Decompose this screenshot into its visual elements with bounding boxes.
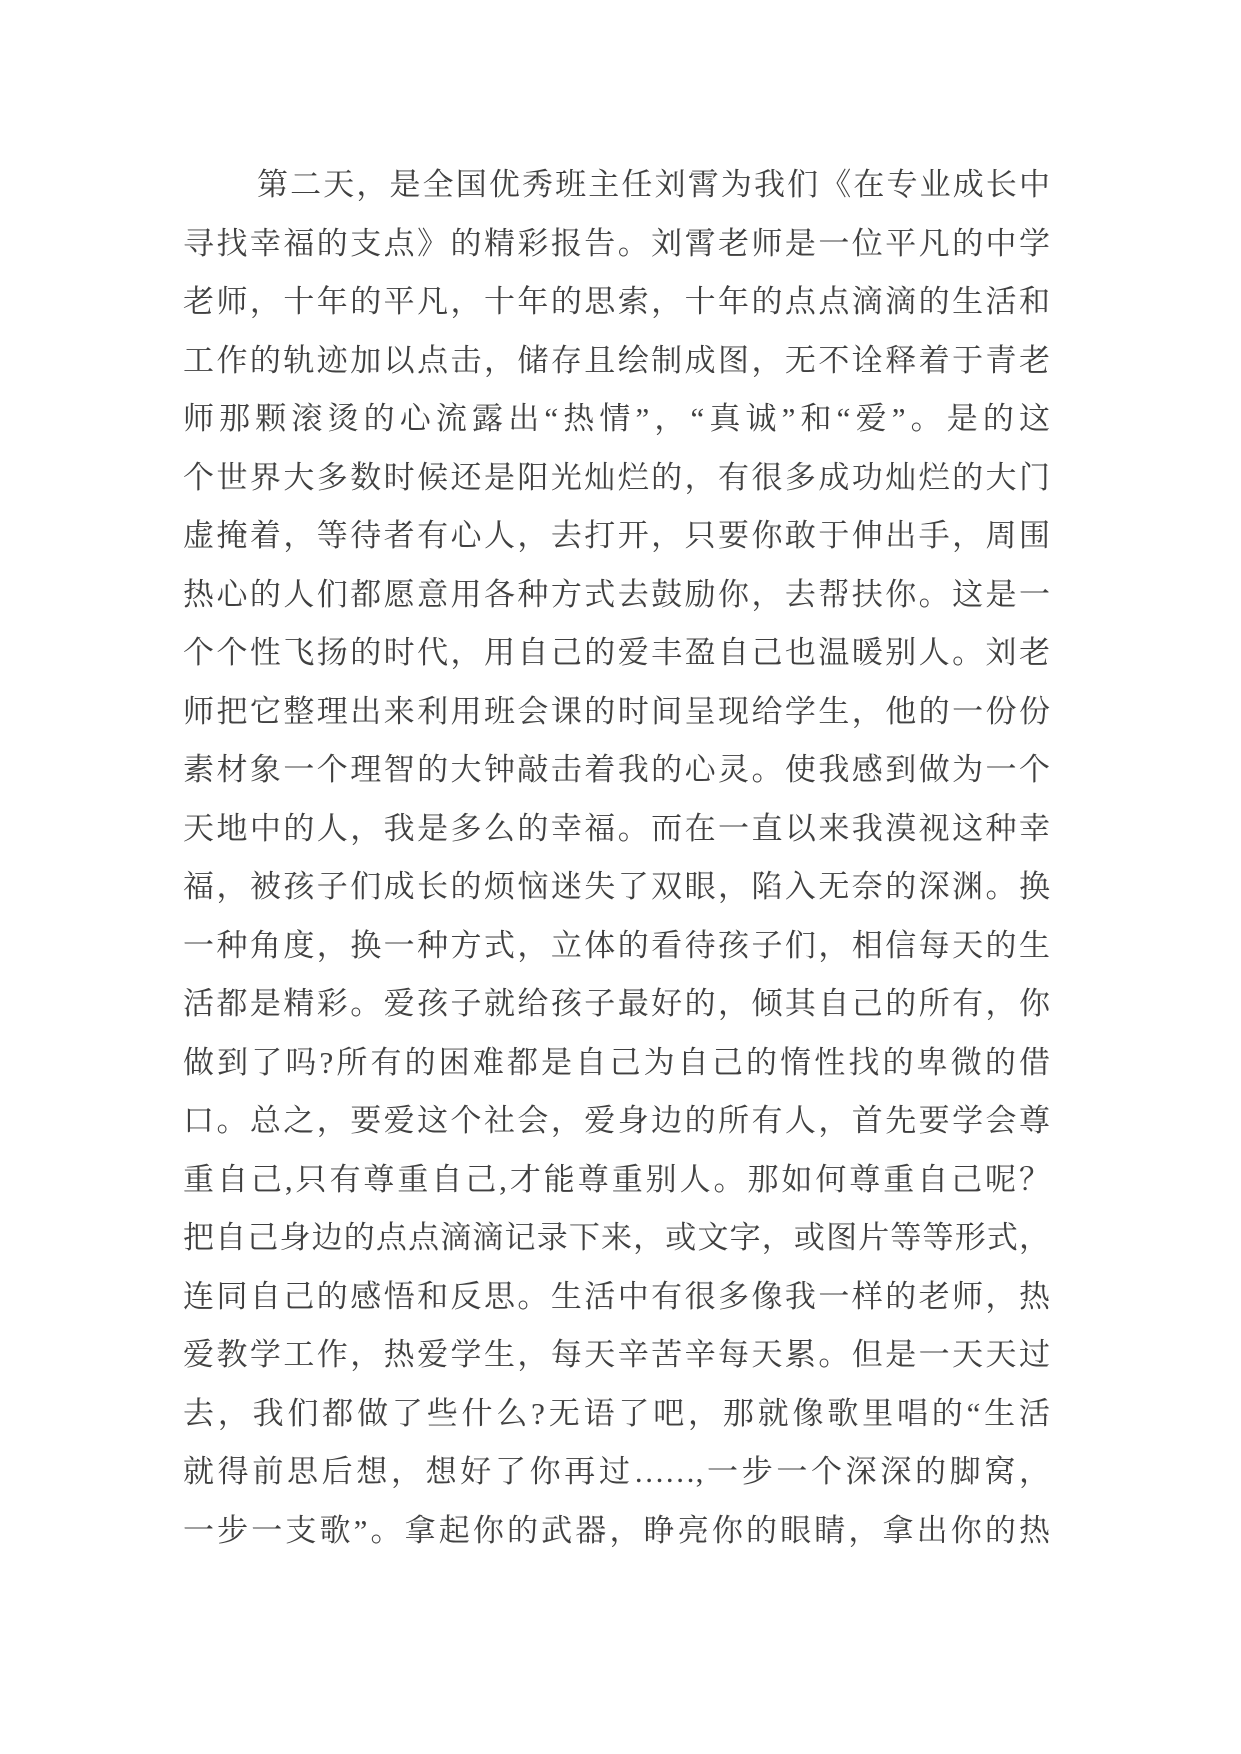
text-line: 虚掩着，等待者有心人，去打开，只要你敢于伸出手，周围	[183, 518, 1050, 553]
text-line: 工作的轨迹加以点击，储存且绘制成图，无不诠释着于青老	[183, 342, 1050, 378]
text-line: 个世界大多数时候还是阳光灿烂的，有很多成功灿烂的大门	[183, 459, 1050, 495]
text-line: 寻找幸福的支点》的精彩报告。刘霄老师是一位平凡的中学	[183, 225, 1050, 261]
text-line: 连同自己的感悟和反思。生活中有很多像我一样的老师，热	[183, 1278, 1050, 1314]
text-line: 一种角度，换一种方式，立体的看待孩子们，相信每天的生	[183, 927, 1050, 963]
text-line: 福，被孩子们成长的烦恼迷失了双眼，陷入无奈的深渊。换	[183, 869, 1050, 904]
text-line: 个个性飞扬的时代，用自己的爱丰盈自己也温暖别人。刘老	[183, 635, 1050, 670]
text-line: 师把它整理出来利用班会课的时间呈现给学生，他的一份份	[183, 693, 1050, 729]
text-line: 做到了吗?所有的困难都是自己为自己的惰性找的卑微的借	[183, 1044, 1050, 1080]
text-line: 重自己,只有尊重自己,才能尊重别人。那如何尊重自己呢？	[183, 1161, 1050, 1197]
text-line: 第二天，是全国优秀班主任刘霄为我们《在专业成长中	[257, 167, 1050, 202]
text-line: 把自己身边的点点滴滴记录下来，或文字，或图片等等形式，	[183, 1220, 1050, 1255]
text-line: 去，我们都做了些什么?无语了吧，那就像歌里唱的“生活	[183, 1395, 1050, 1431]
essay-paragraph	[183, 156, 1050, 1560]
text-line: 老师，十年的平凡，十年的思索，十年的点点滴滴的生活和	[183, 284, 1050, 319]
text-line: 天地中的人，我是多么的幸福。而在一直以来我漠视这种幸	[183, 810, 1050, 846]
text-line: 师那颗滚烫的心流露出“热情”，“真诚”和“爱”。是的这	[183, 401, 1050, 436]
text-line: 热心的人们都愿意用各种方式去鼓励你，去帮扶你。这是一	[183, 576, 1050, 612]
text-line: 一步一支歌”。拿起你的武器，睁亮你的眼睛，拿出你的热	[183, 1512, 1050, 1548]
text-line: 活都是精彩。爱孩子就给孩子最好的，倾其自己的所有，你	[183, 986, 1050, 1021]
text-line: 素材象一个理智的大钟敲击着我的心灵。使我感到做为一个	[183, 752, 1050, 787]
text-line: 就得前思后想，想好了你再过……,一步一个深深的脚窝，	[183, 1454, 1050, 1489]
text-line: 口。总之，要爱这个社会，爱身边的所有人，首先要学会尊	[183, 1103, 1050, 1138]
text-line: 爱教学工作，热爱学生，每天辛苦辛每天累。但是一天天过	[183, 1337, 1050, 1372]
